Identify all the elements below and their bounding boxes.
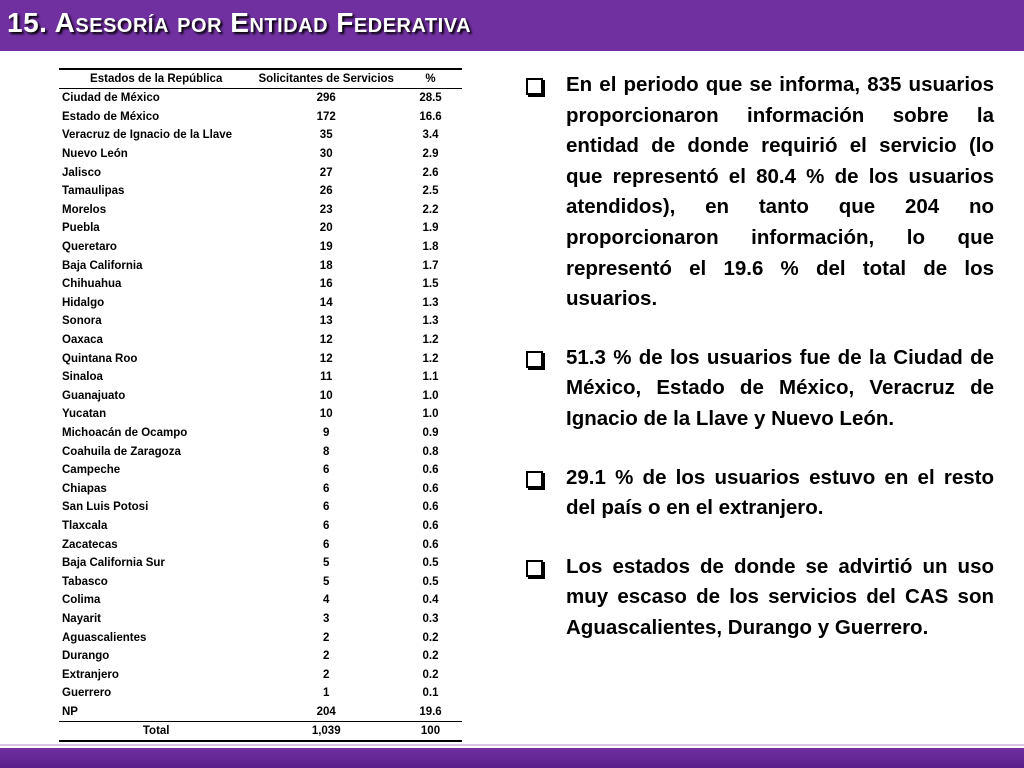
state-name: Coahuila de Zaragoza	[62, 445, 181, 458]
state-name: Yucatan	[62, 408, 107, 421]
table-row	[59, 294, 462, 313]
percent-value: 1.2	[422, 352, 439, 365]
requesters-count: 9	[323, 426, 330, 439]
percent-value: 1.0	[422, 389, 439, 402]
table-row	[59, 703, 462, 722]
percent-value: 1.2	[422, 334, 439, 347]
requesters-count: 6	[323, 501, 330, 514]
page-title: 15. Asesoría por Entidad Federativa	[7, 7, 472, 38]
table-row	[59, 219, 462, 238]
requesters-count: 27	[319, 166, 333, 179]
table-row	[59, 665, 462, 684]
table-row	[59, 256, 462, 275]
bullet-text: En el periodo que se informa, 835 usuarios proporcionaron información sobre la entidad de donde requirió el servicio (lo que representó el 80.4 % de los usuarios atendidos), en tanto que 204 no proporcionaron información, lo que representó el 19.6 % del total de los usuarios.	[566, 73, 994, 311]
percent-value: 1.9	[422, 222, 439, 235]
checkbox-bullet-icon	[526, 351, 543, 368]
states-table	[59, 68, 462, 742]
table-row	[59, 591, 462, 610]
table-row	[59, 126, 462, 145]
percent-value: 1.1	[422, 371, 439, 384]
bullet-text: 29.1 % de los usuarios estuvo en el resto del país o en el extranjero.	[566, 465, 994, 520]
percent-value: 0.2	[422, 650, 439, 663]
table-row	[59, 331, 462, 350]
percent-value: 0.6	[422, 501, 439, 514]
requesters-count: 11	[320, 371, 333, 384]
bullet-text: 51.3 % de los usuarios fue de la Ciudad de México, Estado de México, Veracruz de Ignacio de la Llave y Nuevo León.	[566, 345, 994, 430]
percent-value: 0.8	[422, 445, 439, 458]
percent-value: 0.3	[422, 612, 439, 625]
percent-value: 1.0	[422, 408, 439, 421]
percent-value: 0.5	[422, 557, 439, 570]
state-name: Campeche	[62, 464, 121, 477]
state-name: Morelos	[62, 203, 107, 216]
table-row	[59, 610, 462, 629]
percent-value: 16.6	[419, 110, 442, 123]
requesters-count: 172	[316, 110, 336, 123]
bullet-item	[522, 343, 994, 435]
bullet-item	[522, 463, 994, 524]
state-name: Baja California	[62, 259, 143, 272]
state-name: San Luis Potosi	[62, 501, 149, 514]
bullet-item	[522, 552, 994, 644]
percent-value: 0.2	[422, 631, 439, 644]
requesters-count: 204	[253, 703, 399, 722]
table-row	[59, 405, 462, 424]
requesters-count: 1	[323, 687, 330, 700]
requesters-count: 18	[319, 259, 333, 272]
table-row	[59, 554, 462, 573]
table-row	[59, 201, 462, 220]
table-row	[59, 89, 462, 108]
footer-divider	[0, 744, 1024, 746]
percent-value: 0.9	[422, 426, 439, 439]
requesters-count: 5	[323, 575, 330, 588]
state-name: Zacatecas	[62, 538, 118, 551]
state-name: Oaxaca	[62, 334, 103, 347]
requesters-count: 30	[319, 148, 333, 161]
requesters-count: 6	[323, 538, 330, 551]
requesters-count: 296	[316, 92, 336, 105]
percent-value: 1.7	[422, 259, 439, 272]
requesters-count: 14	[319, 296, 333, 309]
table-row	[59, 424, 462, 443]
state-name: Hidalgo	[62, 296, 105, 309]
requesters-count: 16	[319, 278, 333, 291]
table-row	[59, 479, 462, 498]
state-name: Tamaulipas	[62, 185, 125, 198]
requesters-count: 20	[319, 222, 333, 235]
table-row	[59, 498, 462, 517]
state-name: Estado de México	[62, 110, 160, 123]
state-name: Guerrero	[62, 687, 112, 700]
state-name: Colima	[62, 594, 101, 607]
table-row	[59, 535, 462, 554]
state-name: Sonora	[62, 315, 102, 328]
requesters-count: 6	[323, 464, 330, 477]
percent-value: 2.6	[422, 166, 439, 179]
state-name: Ciudad de México	[62, 92, 160, 105]
percent-value: 0.6	[422, 482, 439, 495]
column-header-requesters: Solicitantes de Servicios	[253, 69, 399, 89]
percent-value: 0.6	[422, 464, 439, 477]
state-name: Quintana Roo	[62, 352, 138, 365]
column-header-state: Estados de la República	[59, 69, 253, 89]
percent-value: 0.6	[422, 519, 439, 532]
requesters-count: 8	[323, 445, 330, 458]
percent-value: 1.5	[422, 278, 439, 291]
table-row	[59, 461, 462, 480]
table-row	[59, 312, 462, 331]
state-name: Chihuahua	[62, 278, 122, 291]
table-total-row	[59, 722, 462, 742]
percent-value: 1.3	[422, 315, 439, 328]
requesters-count: 12	[319, 352, 333, 365]
table-row	[59, 387, 462, 406]
footer-bar	[0, 748, 1024, 768]
state-name: NP	[59, 703, 253, 722]
table-row	[59, 108, 462, 127]
requesters-count: 35	[319, 129, 333, 142]
requesters-count: 5	[323, 557, 330, 570]
checkbox-bullet-icon	[526, 78, 543, 95]
percent-value: 0.5	[422, 575, 439, 588]
table-row	[59, 238, 462, 257]
requesters-count: 2	[323, 668, 330, 681]
requesters-count: 13	[319, 315, 333, 328]
state-name: Baja California Sur	[62, 557, 165, 570]
total-requesters: 1,039	[253, 722, 399, 742]
table-row	[59, 684, 462, 703]
state-name: Aguascalientes	[62, 631, 147, 644]
table-row	[59, 275, 462, 294]
state-name: Jalisco	[62, 166, 101, 179]
requesters-count: 6	[323, 519, 330, 532]
table-row	[59, 145, 462, 164]
total-label: Total	[59, 722, 253, 742]
requesters-count: 2	[323, 631, 330, 644]
percent-value: 1.3	[422, 296, 439, 309]
table-row	[59, 349, 462, 368]
state-name: Guanajuato	[62, 389, 126, 402]
state-name: Veracruz de Ignacio de la Llave	[62, 129, 233, 142]
requesters-count: 6	[323, 482, 330, 495]
table-row	[59, 647, 462, 666]
requesters-count: 12	[319, 334, 333, 347]
state-name: Durango	[62, 650, 110, 663]
state-name: Chiapas	[62, 482, 107, 495]
table-row	[59, 572, 462, 591]
requesters-count: 19	[319, 241, 333, 254]
state-name: Tlaxcala	[62, 519, 108, 532]
percent-value: 28.5	[419, 92, 442, 105]
percent-value: 0.2	[422, 668, 439, 681]
table-row	[59, 163, 462, 182]
table-row	[59, 442, 462, 461]
percent-value: 2.2	[422, 203, 439, 216]
table-row	[59, 628, 462, 647]
percent-value: 2.5	[422, 185, 439, 198]
state-name: Nayarit	[62, 612, 101, 625]
percent-value: 0.6	[422, 538, 439, 551]
requesters-count: 10	[319, 408, 333, 421]
table-row	[59, 182, 462, 201]
requesters-count: 23	[319, 203, 333, 216]
state-name: Sinaloa	[62, 371, 103, 384]
bullet-item	[522, 70, 994, 315]
percent-value: 2.9	[422, 148, 439, 161]
state-name: Queretaro	[62, 241, 117, 254]
state-name: Puebla	[62, 222, 100, 235]
table-body	[59, 89, 462, 722]
checkbox-bullet-icon	[526, 471, 543, 488]
bullet-list	[522, 70, 994, 672]
requesters-count: 2	[323, 650, 330, 663]
total-percent: 100	[399, 722, 462, 742]
checkbox-bullet-icon	[526, 560, 543, 577]
percent-value: 1.8	[422, 241, 439, 254]
requesters-count: 3	[323, 612, 330, 625]
requesters-count: 26	[319, 185, 333, 198]
percent-value: 0.4	[422, 594, 439, 607]
requesters-count: 10	[319, 389, 333, 402]
percent-value: 0.1	[422, 687, 439, 700]
state-name: Tabasco	[62, 575, 108, 588]
state-name: Nuevo León	[62, 148, 128, 161]
requesters-count: 4	[323, 594, 330, 607]
state-name: Extranjero	[62, 668, 119, 681]
bullet-text: Los estados de donde se advirtió un uso muy escaso de los servicios del CAS son Aguascalientes, Durango y Guerrero.	[566, 554, 994, 639]
percent-value: 3.4	[422, 129, 439, 142]
column-header-percent: %	[399, 69, 462, 89]
state-name: Michoacán de Ocampo	[62, 426, 188, 439]
percent-value: 19.6	[399, 703, 462, 722]
title-bar	[0, 0, 1024, 51]
table-header-row	[59, 69, 462, 89]
table-row	[59, 517, 462, 536]
table-row	[59, 368, 462, 387]
